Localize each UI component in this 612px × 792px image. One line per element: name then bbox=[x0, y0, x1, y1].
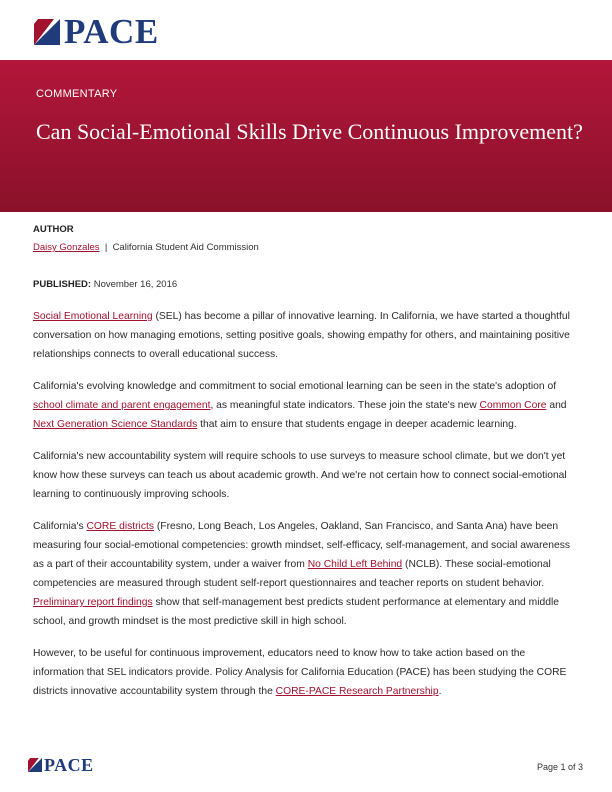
article-category: COMMENTARY bbox=[36, 88, 118, 100]
paragraph-5 bbox=[33, 644, 578, 701]
paragraph-text: show that self-management best predicts student performance at elementary and middle school, and growth mindset is the most predictive skill in high school. bbox=[33, 597, 559, 627]
paragraph-text: (Fresno, Long Beach, Los Angeles, Oakland, San Francisco, and Santa Ana) have been measuring four social-emotional competencies: growth mindset, self-efficacy, self-management, and social awareness as a part of their accountability system, under a waiver from bbox=[33, 521, 571, 570]
paragraph-3 bbox=[33, 447, 578, 504]
common-core-link[interactable]: Common Core bbox=[479, 400, 547, 411]
core-districts-link[interactable]: CORE districts bbox=[86, 521, 154, 532]
published-label: PUBLISHED: bbox=[33, 279, 92, 290]
preliminary-findings-link[interactable]: Preliminary report findings bbox=[33, 597, 153, 608]
page-number: Page 1 of 3 bbox=[536, 762, 583, 772]
author-affiliation: California Student Aid Commission bbox=[112, 242, 259, 253]
paragraph-text: (SEL) has become a pillar of innovative learning. In California, we have started a thoughtful conversation on how managing emotions, setting positive goals, showing empathy for others, and maintaining positive relationships connects to overall educational success. bbox=[33, 311, 570, 360]
paragraph-text: (NCLB). These social-emotional competencies are measured through student self-report questionnaires and teacher reports on student behavior. bbox=[33, 559, 551, 589]
published-date: November 16, 2016 bbox=[93, 279, 178, 290]
nclb-link[interactable]: No Child Left Behind bbox=[307, 559, 403, 570]
published-line bbox=[33, 279, 578, 290]
paragraph-2 bbox=[33, 377, 578, 434]
paragraph-4 bbox=[33, 517, 578, 631]
article-content bbox=[33, 222, 578, 701]
footer-pace-logo bbox=[28, 756, 94, 774]
footer-logo-text: PACE bbox=[44, 755, 94, 775]
paragraph-text: that aim to ensure that students engage in deeper academic learning. bbox=[197, 419, 517, 430]
author-name-link[interactable]: Daisy Gonzales bbox=[33, 242, 100, 253]
paragraph-text: and bbox=[546, 400, 567, 411]
author-heading: AUTHOR bbox=[33, 224, 74, 235]
title-banner bbox=[0, 60, 612, 212]
paragraph-text: . bbox=[438, 686, 442, 697]
paragraph-text: California's evolving knowledge and commitment to social emotional learning can be seen in the state's adoption of bbox=[33, 381, 557, 392]
core-pace-partnership-link[interactable]: CORE-PACE Research Partnership bbox=[275, 686, 439, 697]
ngss-link[interactable]: Next Generation Science Standards bbox=[33, 419, 198, 430]
paragraph-text: , as meaningful state indicators. These join the state's new bbox=[210, 400, 480, 411]
article-title: Can Social-Emotional Skills Drive Continuous Improvement? bbox=[36, 119, 583, 144]
paragraph-text: California's bbox=[33, 521, 87, 532]
paragraph-text: However, to be useful for continuous improvement, educators need to know how to take action based on the information that SEL indicators provide. Policy Analysis for California Education (PACE) has been studying the CORE districts innovative accountability system through the bbox=[33, 648, 567, 697]
author-line bbox=[33, 242, 578, 253]
pace-logo[interactable] bbox=[34, 14, 159, 49]
pace-logo-text: PACE bbox=[64, 12, 159, 51]
paragraph-1 bbox=[33, 307, 578, 364]
paragraph-text: California's new accountability system will require schools to use surveys to measure school climate, but we don't yet know how these surveys can teach us about academic growth. And we're not certain how to connect social-emotional learning to continuously improving schools. bbox=[33, 451, 567, 500]
pace-logo-mark-icon bbox=[28, 758, 42, 772]
author-separator: | bbox=[104, 242, 108, 253]
school-climate-link[interactable]: school climate and parent engagement bbox=[33, 400, 211, 411]
sel-link[interactable]: Social Emotional Learning bbox=[33, 311, 153, 322]
pace-logo-mark-icon bbox=[34, 19, 60, 45]
